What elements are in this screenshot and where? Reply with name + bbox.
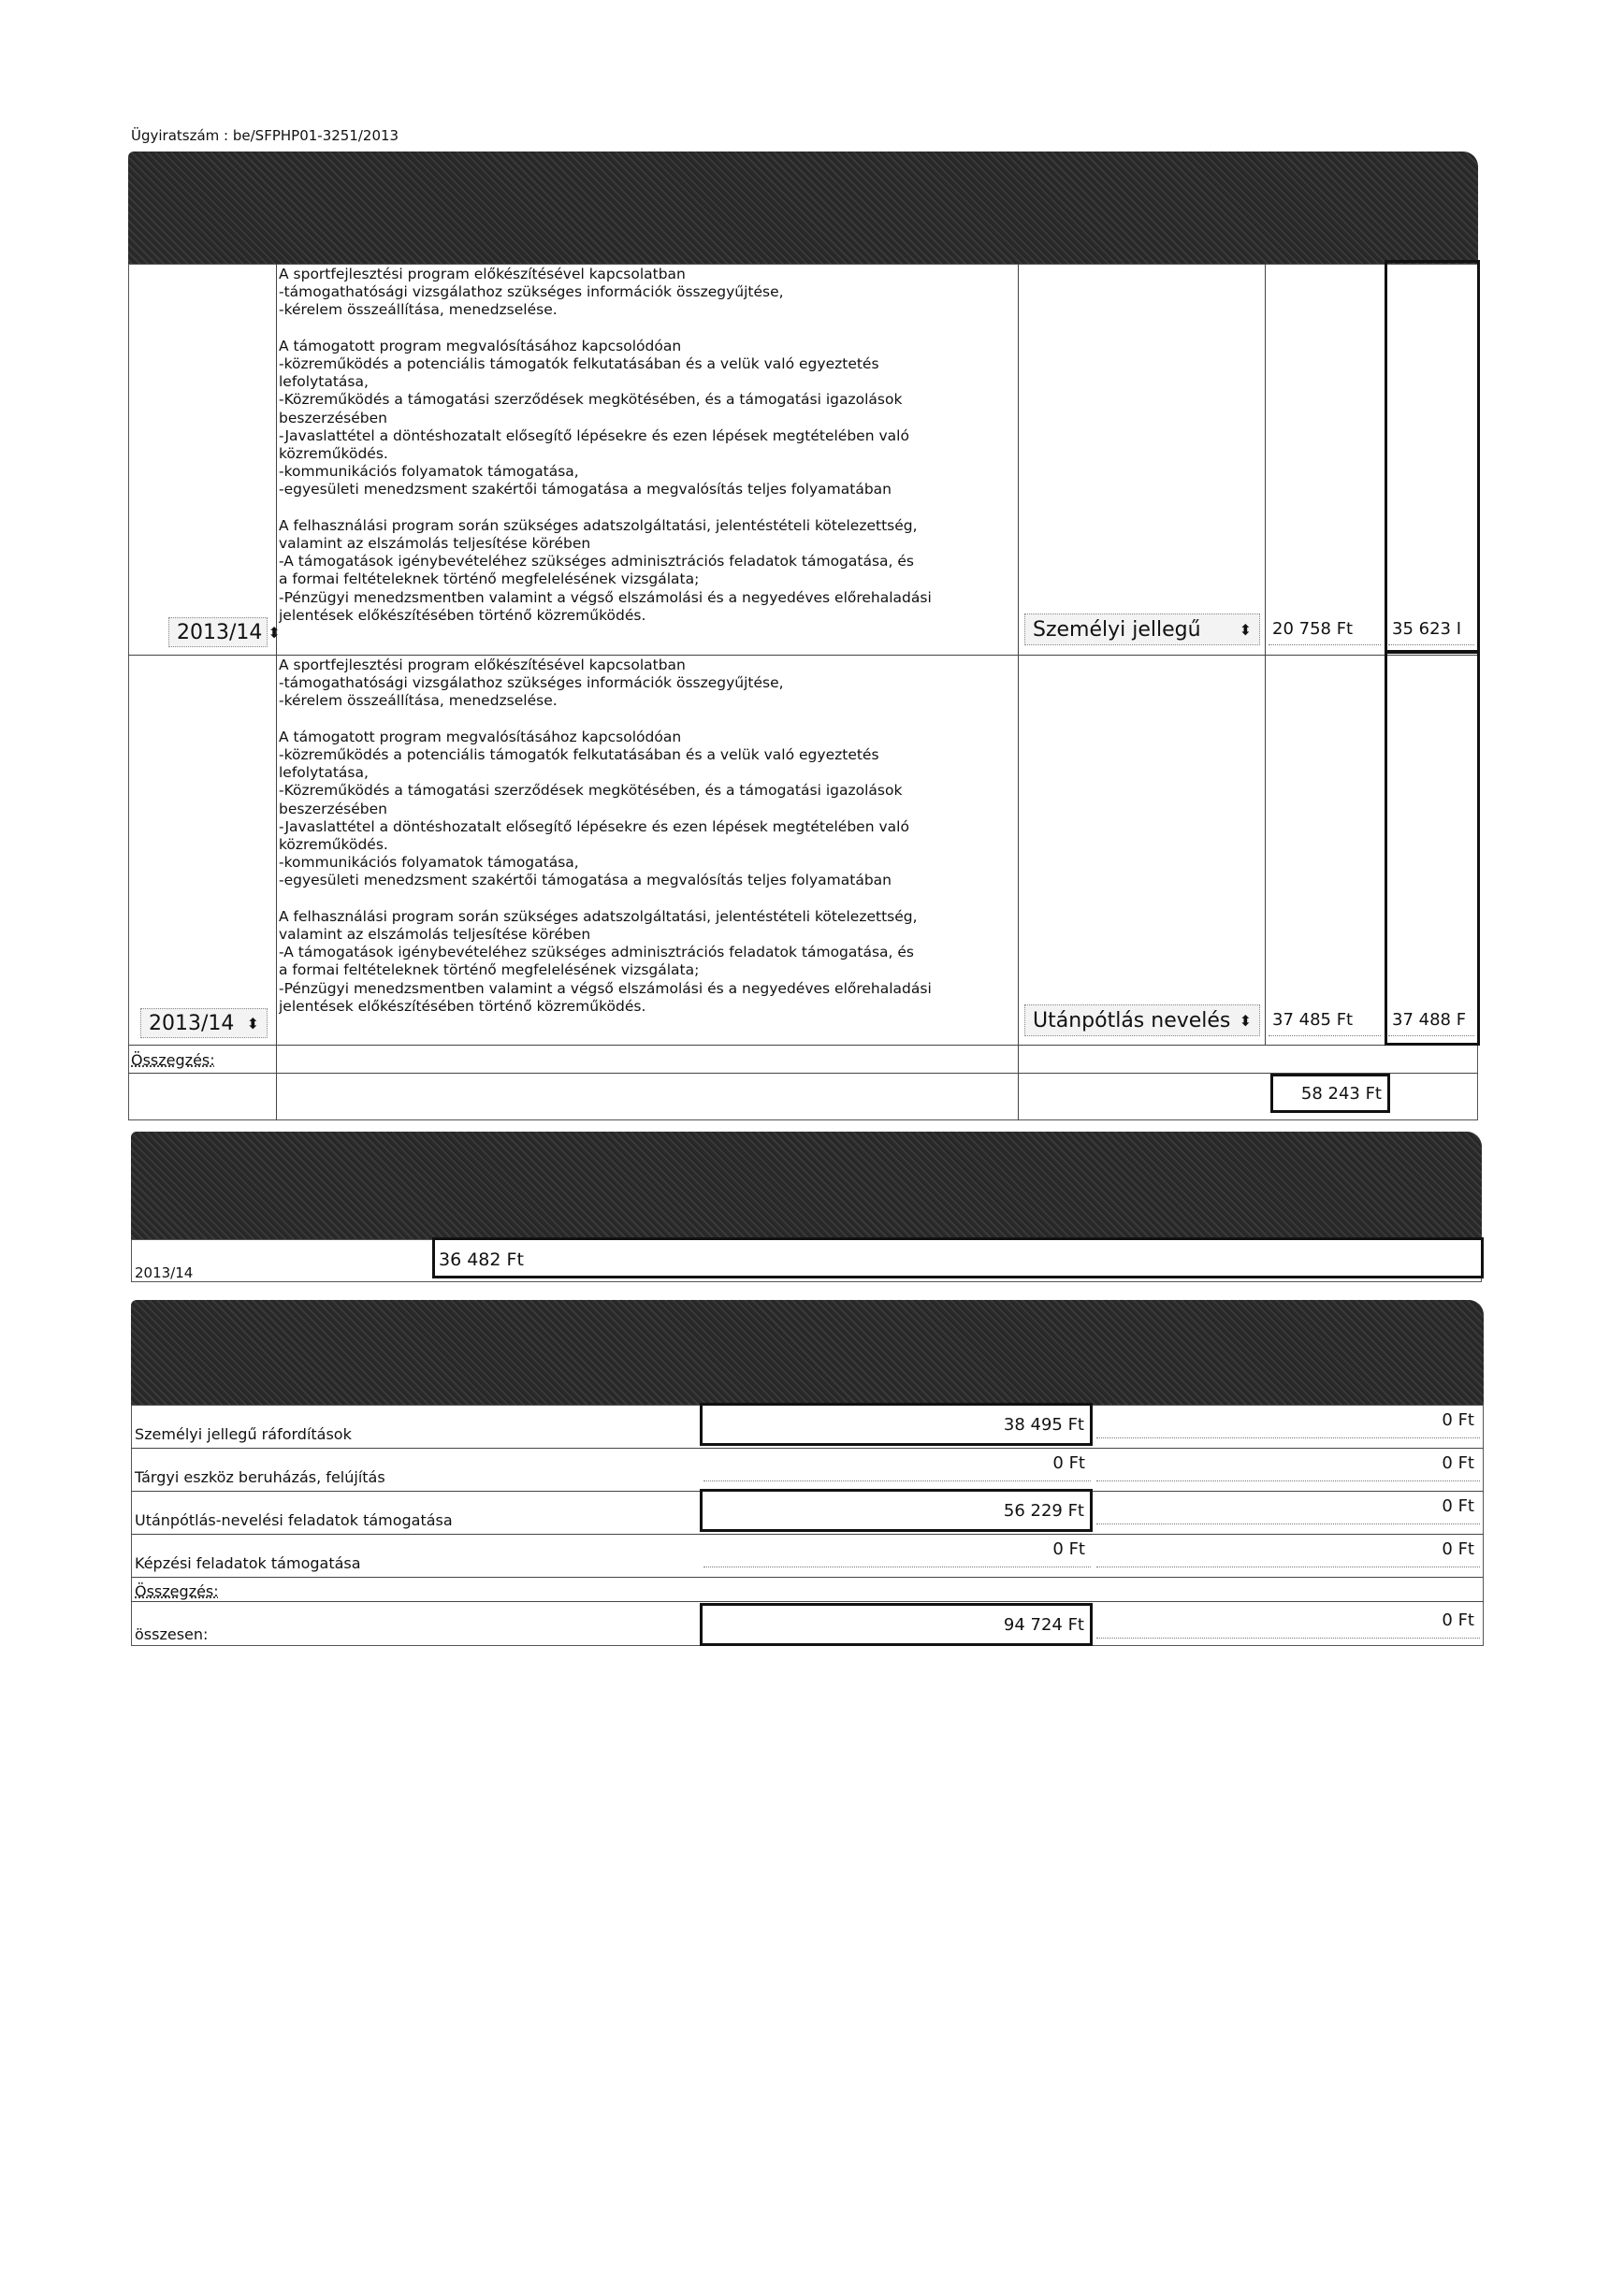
table1-col-divider: [1018, 264, 1019, 1120]
season-select-value: 2013/14: [149, 1011, 235, 1035]
total-value-field: 94 724 Ft: [700, 1603, 1093, 1646]
description-text: A sportfejlesztési program előkészítésével kapcsolatban -támogathatósági vizsgálathoz szükséges információk összegyűjtése, -kérelem összeállítása, menedzselése. A támogatott program megvalósításához kapcsolódóan -közreműködés a potenciális támogatók felkutatásában és a velük való egyeztetés lefolytatása, -Közreműködés a támogatási szerződések megkötésében, és a támogatási igazolások beszerzésében -Javaslattétel a döntéshozatalt elősegítő lépésekre és ezen lépések megtételében való közreműködés. -kommunikációs folyamatok támogatása, -egyesületi menedzsment szakértői támogatása a megvalósítás teljes folyamatában A felhasználási program során szükséges adatszolgáltatási, jelentéstételi kötelezettség, valamint az elszámolás teljesítése körében -A támogatások igénybevételéhez szükséges adminisztrációs feladatok támogatása, és a formai feltételeknek történő megfelelésének vizsgálata; -Pénzügyi menedzsmentben valamint a végső elszámolási és a negyedéves előrehaladási jelentések előkészítésében történő közreműködés.: [279, 266, 932, 624]
cost-type-select[interactable]: [1024, 614, 1260, 645]
cost-category-label: Utánpótlás-nevelési feladatok támogatása: [135, 1511, 453, 1529]
cost-type-select[interactable]: [1024, 1004, 1260, 1036]
document-id: Ügyiratszám : be/SFPHP01-3251/2013: [131, 127, 399, 144]
table2-season-label: 2013/14: [135, 1264, 194, 1281]
summary-total-field: 58 243 Ft: [1270, 1074, 1390, 1113]
cost-type-select-value: Személyi jellegű: [1033, 617, 1201, 642]
cost-value-field[interactable]: 0 Ft: [1096, 1453, 1480, 1481]
cost-category-label: Képzési feladatok támogatása: [135, 1554, 361, 1572]
amount-field[interactable]: 20 758 Ft: [1269, 619, 1381, 645]
table2-header-banner: [131, 1132, 1482, 1239]
summary-label: Összegzés:: [131, 1051, 215, 1069]
cost-value-field[interactable]: 0 Ft: [703, 1453, 1091, 1481]
table3-row-divider: [131, 1577, 1484, 1578]
cost-value-field[interactable]: 0 Ft: [1096, 1410, 1480, 1438]
amount-field-highlighted: [1385, 260, 1480, 653]
description-text: A sportfejlesztési program előkészítésével kapcsolatban -támogathatósági vizsgálathoz szükséges információk összegyűjtése, -kérelem összeállítása, menedzselése. A támogatott program megvalósításához kapcsolódóan -közreműködés a potenciális támogatók felkutatásában és a velük való egyeztetés lefolytatása, -Közreműködés a támogatási szerződések megkötésében, és a támogatási igazolások beszerzésében -Javaslattétel a döntéshozatalt elősegítő lépésekre és ezen lépések megtételében való közreműködés. -kommunikációs folyamatok támogatása, -egyesületi menedzsment szakértői támogatása a megvalósítás teljes folyamatában A felhasználási program során szükséges adatszolgáltatási, jelentéstételi kötelezettség, valamint az elszámolás teljesítése körében -A támogatások igénybevételéhez szükséges adminisztrációs feladatok támogatása, és a formai feltételeknek történő megfelelésének vizsgálata; -Pénzügyi menedzsmentben valamint a végső elszámolási és a negyedéves előrehaladási jelentések előkészítésében történő közreműködés.: [279, 657, 932, 1015]
table3-row-divider: [131, 1534, 1484, 1535]
dropdown-arrow-icon: ⬍: [246, 1014, 259, 1032]
dropdown-arrow-icon: ⬍: [1239, 1011, 1252, 1030]
cost-category-label: Tárgyi eszköz beruházás, felújítás: [135, 1468, 385, 1486]
summary-label: Összegzés:: [135, 1582, 219, 1600]
cost-value-field[interactable]: 56 229 Ft: [700, 1489, 1093, 1532]
table1-row-divider: [128, 1045, 1478, 1046]
table2-amount-field[interactable]: 36 482 Ft: [432, 1237, 1484, 1278]
total-label: összesen:: [135, 1625, 209, 1643]
total-value-field: 0 Ft: [1096, 1610, 1480, 1639]
season-select-value: 2013/14: [177, 620, 263, 644]
dropdown-arrow-icon: ⬍: [268, 623, 281, 642]
table3-row-divider: [131, 1448, 1484, 1449]
season-select[interactable]: [140, 1008, 268, 1038]
season-select[interactable]: [168, 617, 281, 647]
amount-field[interactable]: 37 485 Ft: [1269, 1010, 1381, 1036]
table3-header-banner: [131, 1300, 1484, 1405]
cost-value-field[interactable]: 38 495 Ft: [700, 1403, 1093, 1446]
dropdown-arrow-icon: ⬍: [1239, 620, 1252, 639]
cost-value-field[interactable]: 0 Ft: [1096, 1539, 1480, 1567]
amount-field[interactable]: 35 623 I: [1388, 619, 1474, 645]
amount-field[interactable]: 37 488 F: [1388, 1010, 1474, 1036]
table1-row-divider: [128, 655, 1478, 656]
cost-value-field[interactable]: 0 Ft: [1096, 1496, 1480, 1524]
table1-col-divider: [276, 264, 277, 1120]
cost-value-field[interactable]: 0 Ft: [703, 1539, 1091, 1567]
amount-field-highlighted: [1385, 651, 1480, 1046]
table1-header-banner: [128, 152, 1478, 264]
cost-category-label: Személyi jellegű ráfordítások: [135, 1425, 352, 1443]
table3-row-divider: [131, 1601, 1484, 1602]
cost-type-select-value: Utánpótlás nevelés: [1033, 1008, 1231, 1032]
